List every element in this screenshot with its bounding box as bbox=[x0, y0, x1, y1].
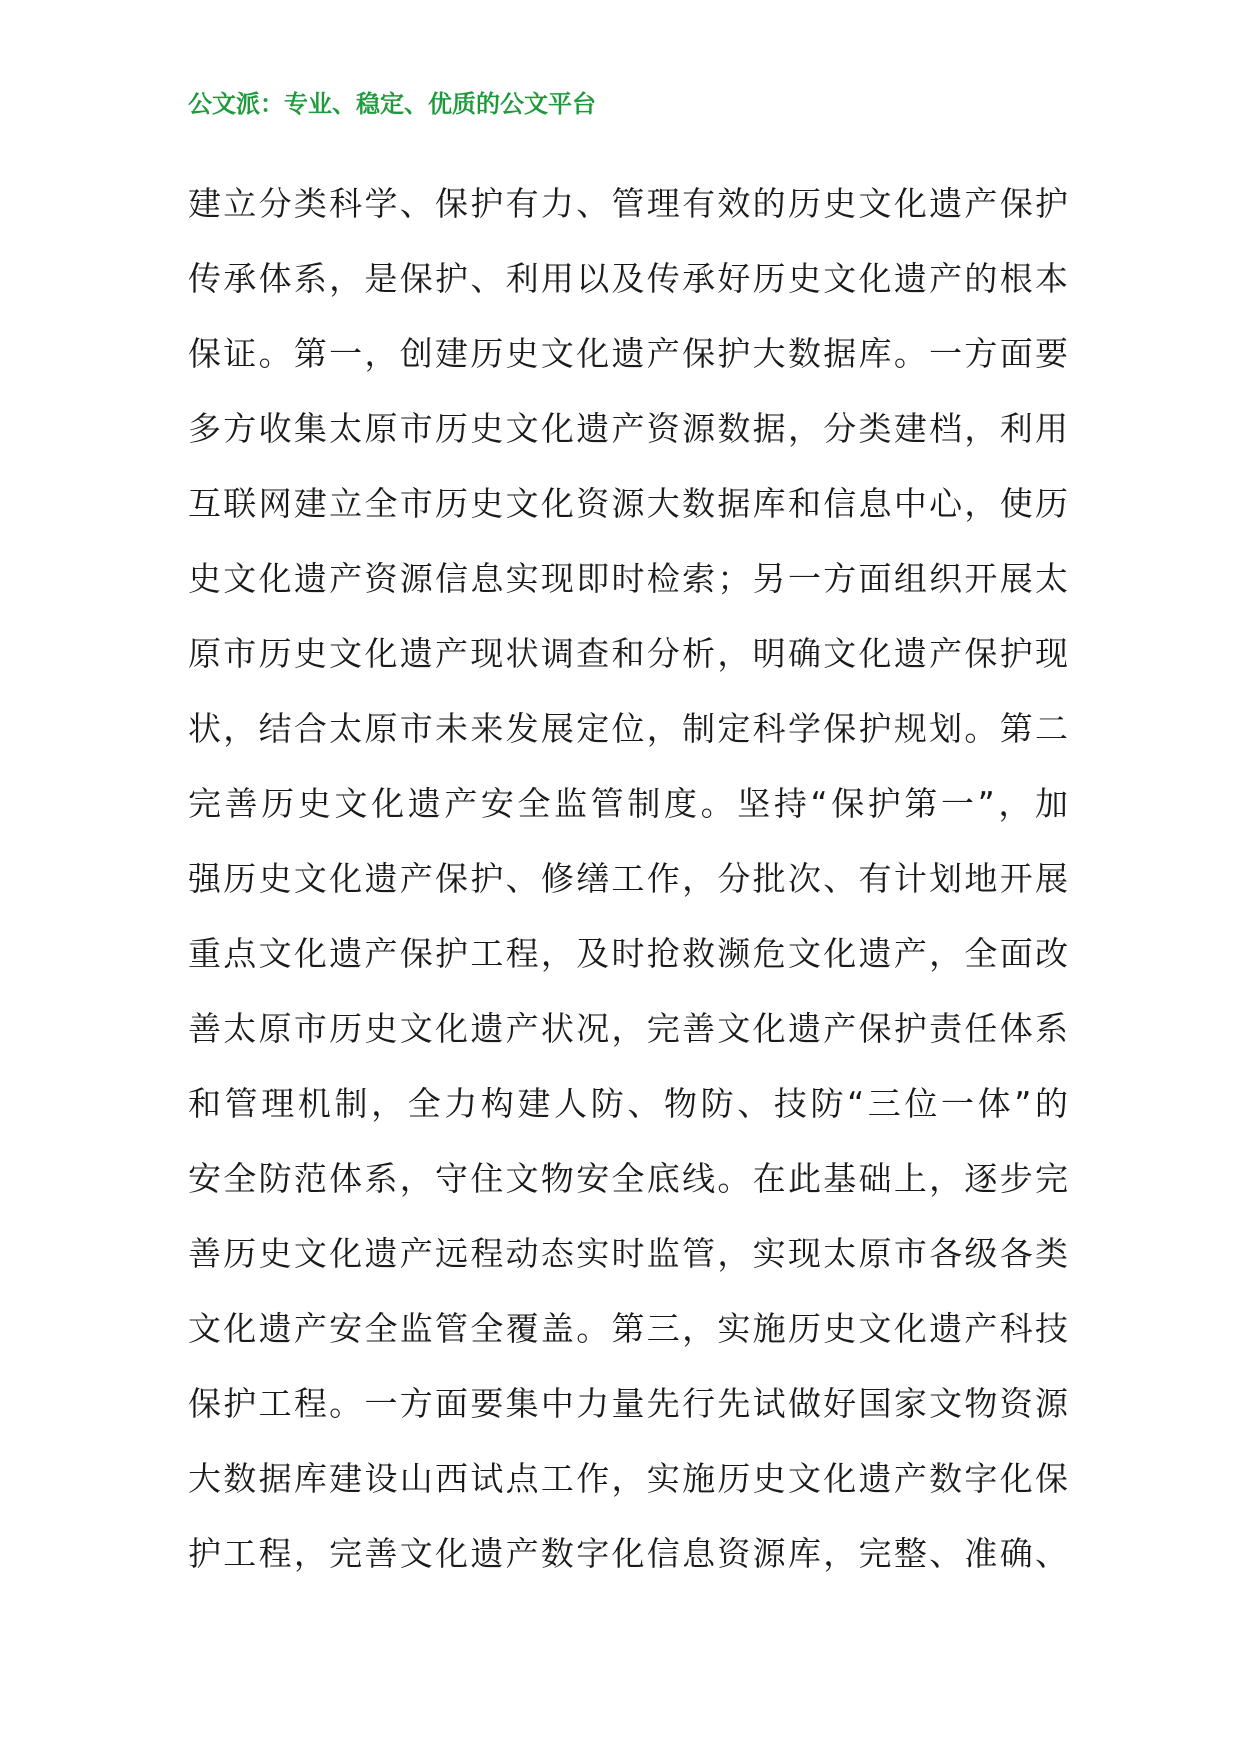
body-line: 安全防范体系，守住文物安全底线。在此基础上，逐步完 bbox=[188, 1159, 1068, 1198]
body-line: 原市历史文化遗产现状调查和分析，明确文化遗产保护现 bbox=[188, 634, 1068, 673]
body-line: 护工程，完善文化遗产数字化信息资源库，完整、准确、 bbox=[188, 1534, 1068, 1573]
body-line: 传承体系，是保护、利用以及传承好历史文化遗产的根本 bbox=[188, 259, 1068, 298]
body-line: 大数据库建设山西试点工作，实施历史文化遗产数字化保 bbox=[188, 1459, 1068, 1498]
body-line: 多方收集太原市历史文化遗产资源数据，分类建档，利用 bbox=[188, 409, 1068, 448]
body-line: 状，结合太原市未来发展定位，制定科学保护规划。第二 bbox=[188, 709, 1068, 748]
body-line: 强历史文化遗产保护、修缮工作，分批次、有计划地开展 bbox=[188, 859, 1068, 898]
body-line: 善太原市历史文化遗产状况，完善文化遗产保护责任体系 bbox=[188, 1009, 1068, 1048]
body-line: 重点文化遗产保护工程，及时抢救濒危文化遗产，全面改 bbox=[188, 934, 1068, 973]
body-text bbox=[188, 166, 1068, 1591]
body-line: 和管理机制，全力构建人防、物防、技防“三位一体”的 bbox=[188, 1084, 1068, 1123]
body-line: 史文化遗产资源信息实现即时检索；另一方面组织开展太 bbox=[188, 559, 1068, 598]
body-line: 保证。第一，创建历史文化遗产保护大数据库。一方面要 bbox=[188, 334, 1068, 373]
body-line: 善历史文化遗产远程动态实时监管，实现太原市各级各类 bbox=[188, 1234, 1068, 1273]
body-line: 建立分类科学、保护有力、管理有效的历史文化遗产保护 bbox=[188, 184, 1068, 223]
header-title: 公文派：专业、稳定、优质的公文平台 bbox=[188, 90, 596, 118]
body-line: 保护工程。一方面要集中力量先行先试做好国家文物资源 bbox=[188, 1384, 1068, 1423]
body-line: 文化遗产安全监管全覆盖。第三，实施历史文化遗产科技 bbox=[188, 1309, 1068, 1348]
body-line: 完善历史文化遗产安全监管制度。坚持“保护第一”，加 bbox=[188, 784, 1068, 823]
body-line: 互联网建立全市历史文化资源大数据库和信息中心，使历 bbox=[188, 484, 1068, 523]
